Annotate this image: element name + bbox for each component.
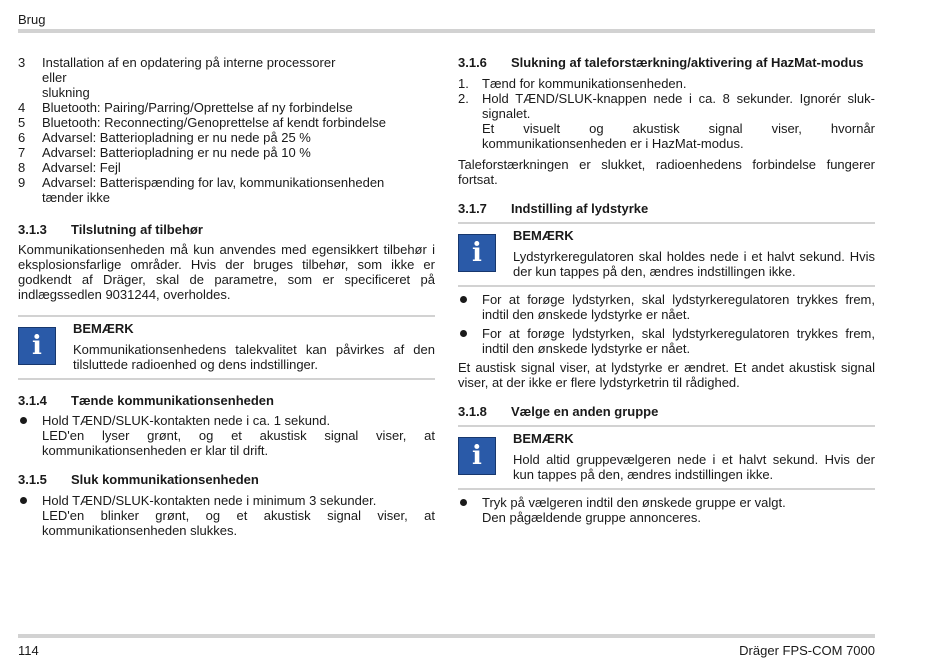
section-text: Et austisk signal viser, at lydstyrke er ændret. Et andet akustisk signal viser, at der ikke er flere lydstyrketrin til rådighed. [458,360,875,390]
bullet-icon [18,413,42,458]
numbered-list [18,55,435,205]
list-item: 8 Advarsel: Fejl [18,160,121,175]
right-column [458,55,875,525]
bullet-item: Hold TÆND/SLUK-kontakten nede i minimum 3 sekunder. LED'en blinker grønt, og et akustisk signal viser, at kommunikationsenheden slukkes. [18,493,435,538]
bullet-icon [458,495,482,525]
note-title: BEMÆRK [513,228,574,243]
note-title: BEMÆRK [73,321,134,336]
section-heading-3-1-6: 3.1.6 Slukning af taleforstærkning/aktivering af HazMat-modus [458,55,864,70]
list-item: 9 Advarsel: Batterispænding for lav, kommunikationsenheden tænder ikke [18,175,385,205]
footer-rule [18,634,875,638]
info-icon: i [458,437,496,475]
list-item: 3 Installation af en opdatering på interne processorer eller slukning [18,55,336,100]
list-item: 1. Tænd for kommunikationsenheden. [458,76,687,91]
note-title: BEMÆRK [513,431,574,446]
left-column [18,55,435,538]
list-item: 7 Advarsel: Batteriopladning er nu nede på 10 % [18,145,311,160]
list-item: 5 Bluetooth: Reconnecting/Genoprettelse af kendt forbindelse [18,115,387,130]
bullet-item: For at forøge lydstyrken, skal lydstyrkeregulatoren trykkes frem, indtil den ønskede lydstyrke er nået. [458,326,875,356]
note-text: Kommunikationsenhedens talekvalitet kan påvirkes af den tilsluttede radioenhed og dens indstillinger. [73,342,435,372]
list-item: 2. Hold TÆND/SLUK-knappen nede i ca. 8 sekunder. Ignorér sluk-signalet. Et visuelt og akustisk signal viser, hvornår kommunikationsenheden er i HazMat-modus. [458,91,875,151]
section-heading-3-1-8: 3.1.8 Vælge en anden gruppe [458,404,659,419]
section-text: Kommunikationsenheden må kun anvendes med egensikkert tilbehør i eksplosionsfarlige områder. Hvis der bruges tilbehør, som ikke er godkendt af Dräger, skal de parametre, som er specificeret på indlægssedlen 9031244, overholdes. [18,242,435,302]
section-text: Taleforstærkningen er slukket, radioenhedens forbindelse fungerer fortsat. [458,157,875,187]
note-box [458,425,875,490]
product-name: Dräger FPS-COM 7000 [739,643,875,658]
info-icon: i [458,234,496,272]
bullet-item: Hold TÆND/SLUK-kontakten nede i ca. 1 sekund. LED'en lyser grønt, og et akustisk signal viser, at kommunikationsenheden er klar til drift. [18,413,435,458]
note-box [18,315,435,380]
info-icon: i [18,327,56,365]
list-item: 6 Advarsel: Batteriopladning er nu nede på 25 % [18,130,311,145]
bullet-icon [458,326,482,356]
note-text: Lydstyrkeregulatoren skal holdes nede i et halvt sekund. Hvis der kun tappes på den, ændres indstillingen ikke. [513,249,875,279]
note-box [458,222,875,287]
section-heading-3-1-7: 3.1.7 Indstilling af lydstyrke [458,201,649,216]
bullet-item: Tryk på vælgeren indtil den ønskede gruppe er valgt. Den pågældende gruppe annonceres. [458,495,875,525]
running-header: Brug [18,12,46,27]
section-heading-3-1-4: 3.1.4 Tænde kommunikationsenheden [18,393,274,408]
bullet-icon [458,292,482,322]
section-heading-3-1-3: 3.1.3 Tilslutning af tilbehør [18,222,203,237]
section-heading-3-1-5: 3.1.5 Sluk kommunikationsenheden [18,472,259,487]
bullet-icon [18,493,42,538]
list-item: 4 Bluetooth: Pairing/Parring/Oprettelse af ny forbindelse [18,100,353,115]
note-text: Hold altid gruppevælgeren nede i et halvt sekund. Hvis der kun tappes på den, ændres indstillingen ikke. [513,452,875,482]
header-rule [18,29,875,33]
bullet-item: For at forøge lydstyrken, skal lydstyrkeregulatoren trykkes frem, indtil den ønskede lydstyrke er nået. [458,292,875,322]
page-number: 114 [18,643,39,658]
